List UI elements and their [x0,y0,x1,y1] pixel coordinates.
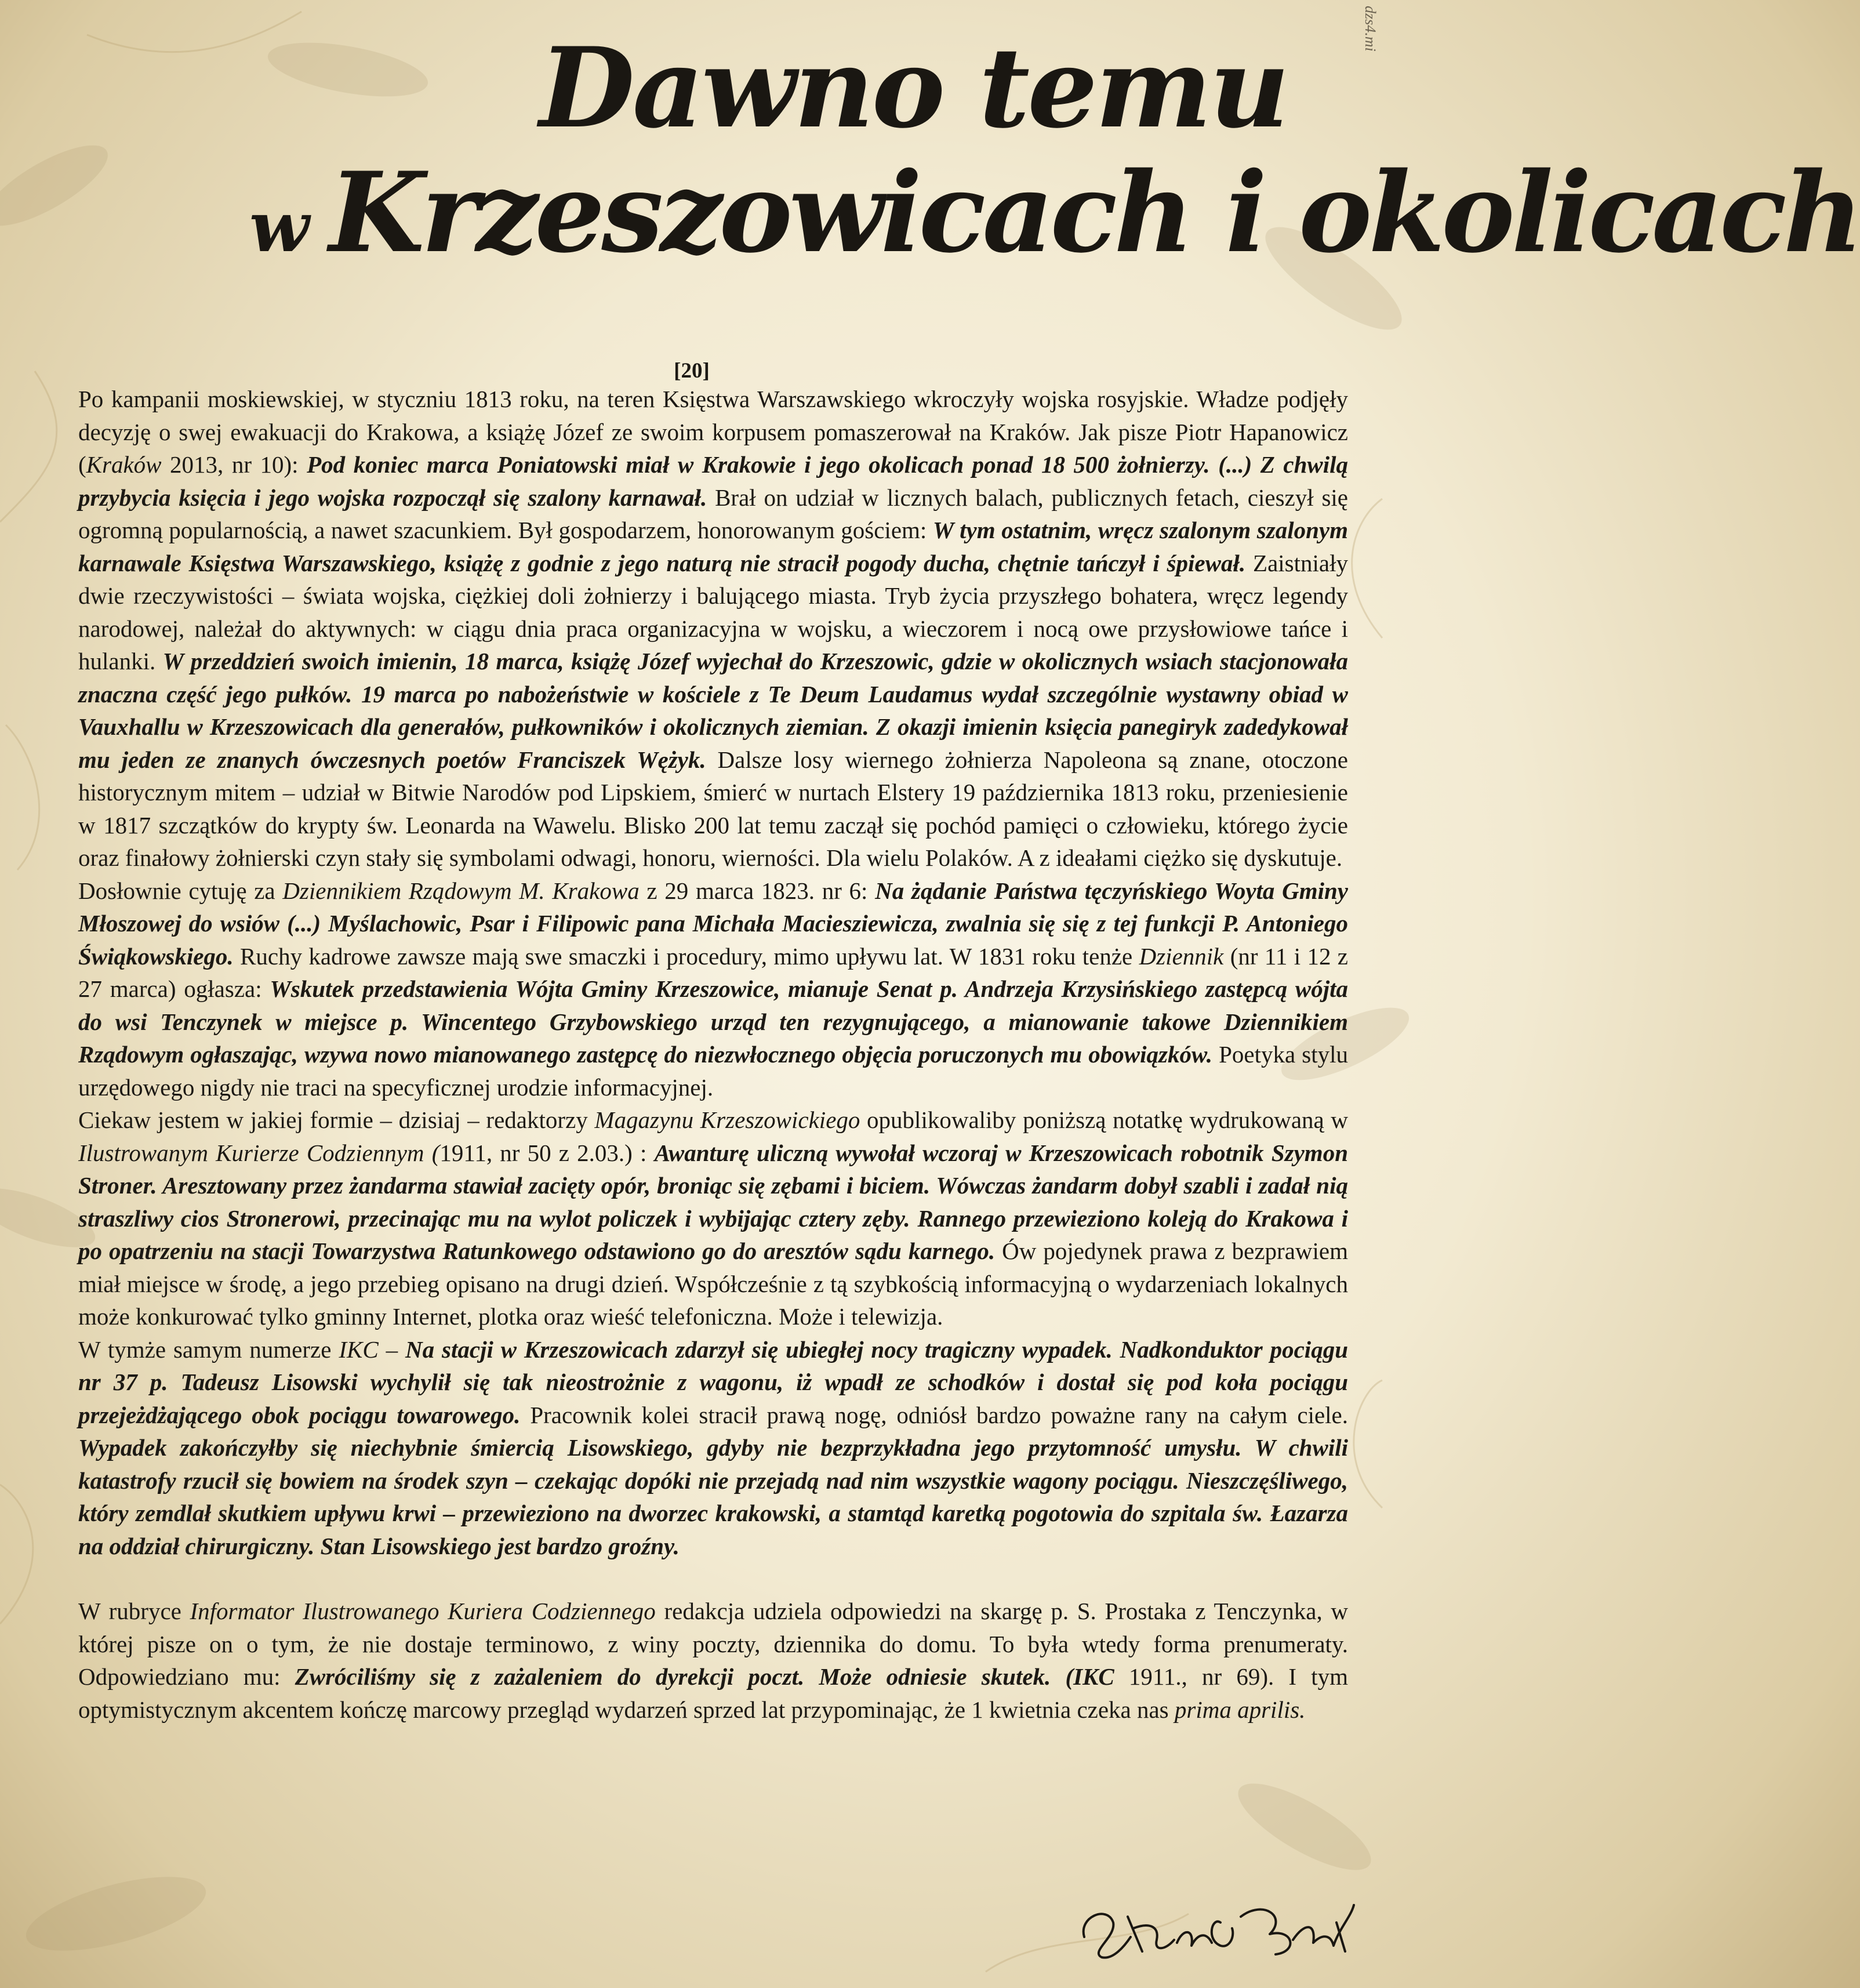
paragraph-5 [78,1595,1348,1726]
text-run: Ilustrowanym Kurierze Codziennym ( [78,1139,440,1166]
text-run: Kraków [86,451,162,478]
text-run: Brał on udział w licznych balach, publicznych fetach, cieszył się ogromną popularnością, a nawet szacunkiem. Był gospodarzem, honorowanym gościem: [78,484,1348,543]
text-run: 2013, nr 10): [161,451,307,478]
paragraph-4 [78,1333,1348,1563]
text-run: Wypadek zakończyłby się niechybnie śmiercią Lisowskiego, gdyby nie bezprzykładna jego przytomność umysłu. W chwili katastrofy rzucił się bowiem na środek szyn – czekając dopóki nie przejadą nad nim wszystkie wagony pociągu. Nieszczęśliwego, który zemdlał skutkiem upływu krwi – przewieziono na dworzec krakowski, a stamtąd karetką pogotowia do szpitala św. Łazarza na oddział chirurgiczny. Stan Lisowskiego jest bardzo groźny. [78,1434,1348,1559]
text-run: IKC [339,1336,379,1363]
text-run: (nr 11 i 12 z 27 marca) ogłasza: [78,942,1348,1002]
text-run: z 29 marca 1823. nr 6: [639,877,875,904]
title-line-1: Dawno temu [539,23,1288,153]
text-run: Dalsze losy wiernego żołnierza Napoleona są znane, otoczone historycznym mitem – udział w Bitwie Narodów pod Lipskiem, śmierć w nurtach Elstery 19 października 1813 roku, przeniesienie w 1817 szczątków do krypty św. Leonarda na Wawelu. Blisko 200 lat temu zaczął się pochód pamięci o człowieku, którego życie oraz finałowy żołnierski czyn stały się symbolami odwagi, honoru, wierności. Dla wielu Polaków. A z ideałami ciężko się dyskutuje. [78,746,1349,871]
paragraph-1 [78,383,1348,875]
text-run: Zaistniały dwie rzeczywistości – świata wojska, ciężkiej doli żołnierzy i balującego miasta. Tryb życia przyszłego bohatera, wręcz legendy narodowej, należał do aktywnych: w ciągu dnia praca organizacyjna w wojsku, a wieczorem i nocą owe przysłowiowe tańce i hulanki. [78,549,1348,674]
text-run: Awanturę uliczną wywołał wczoraj w Krzeszowicach robotnik Szymon Stroner. Aresztowany przez żandarma stawiał zacięty opór, broniąc się zębami i biciem. Wówczas żandarm dobył szabli i zadał nią straszliwy cios Stronerowi, przecinając mu na wylot policzek i wybijając cztery zęby. Rannego przewieziono koleją do Krakowa i po opatrzeniu na stacji Towarzystwa Ratunkowego odstawiono go do aresztów sądu karnego. [78,1139,1348,1264]
text-run: Zwróciliśmy się z zażaleniem do dyrekcji poczt. Może odniesie skutek. (IKC [295,1663,1114,1690]
article-body [78,383,1348,1726]
text-run: Dziennikiem Rządowym M. Krakowa [282,877,640,904]
text-run: Pracownik kolei stracił prawą nogę, odniósł bardzo poważne rany na całym ciele. [520,1401,1348,1428]
author-signature [1073,1882,1363,1969]
text-run: W tymże samym numerze [78,1336,339,1363]
text-run: Dziennik [1139,942,1224,970]
text-run: Informator Ilustrowanego Kuriera Codziennego [190,1598,656,1624]
side-tag: dzs4.mi [1362,6,1379,52]
paragraph-3 [78,1104,1348,1333]
text-run: 1911, nr 50 z 2.03.) : [439,1139,655,1166]
text-run: – [378,1336,406,1363]
title-main: Krzeszowicach i okolicach [329,148,1860,277]
text-run: W tym ostatnim, wręcz szalonym szalonym karnawale Księstwa Warszawskiego, książę z godnie z jego naturą nie stracił pogody ducha, chętnie tańczył i śpiewał. [78,517,1348,576]
text-run: Poetyka stylu urzędowego nigdy nie traci na specyficznej urodzie informacyjnej. [78,1041,1348,1101]
text-run: W rubryce [78,1598,190,1624]
issue-number: [20] [674,359,710,383]
title-prefix: w [249,186,306,268]
text-run: opublikowaliby poniższą notatkę wydrukowaną w [860,1107,1348,1133]
masthead-title [0,0,1860,325]
text-run: Ruchy kadrowe zawsze mają swe smaczki i procedury, mimo upływu lat. W 1831 roku tenże [233,942,1139,970]
text-run: Ów pojedynek prawa z bezprawiem miał miejsce w środę, a jego przebieg opisano na drugi dzień. Współcześnie z tą szybkością informacyjną o wydarzeniach lokalnych może konkurować tylko gminny Internet, plotka oraz wieść telefoniczna. Może i telewizja. [78,1238,1348,1330]
text-run: Na żądanie Państwa tęczyńskiego Woyta Gminy Młoszowej do wsiów (...) Myślachowic, Psar i Filipowic pana Michała Maciesziewicza, zwalnia się się z tej funkcji P. Antoniego Świąkowskiego. [78,877,1349,970]
text-run: prima aprilis. [1174,1696,1306,1723]
text-run: W przeddzień swoich imienin, 18 marca, książę Józef wyjechał do Krzeszowic, gdzie w okolicznych wsiach stacjonowała znaczna część jego pułków. 19 marca po nabożeństwie w kościele z Te Deum Laudamus wydał szczególnie wystawny obiad w Vauxhallu w Krzeszowicach dla generałów, pułkowników i okolicznych ziemian. Z okazji imienin księcia panegiryk zadedykował mu jeden ze znanych ówczesnych poetów Franciszek Wężyk. [78,648,1349,773]
paragraph-2 [78,875,1348,1104]
text-run: Magazynu Krzeszowickiego [594,1107,860,1133]
text-run: Ciekaw jestem w jakiej formie – dzisiaj – redaktorzy [78,1107,595,1133]
text-run: redakcja udziela odpowiedzi na skargę p. S. Prostaka z Tenczynka, w której pisze on o tym, że nie dostaje terminowo, z winy poczty, dziennika do domu. To była wtedy forma prenumeraty. Odpowiedziano mu: [78,1598,1348,1690]
text-run: 1911., nr 69). I tym optymistycznym akcentem kończę marcowy przegląd wydarzeń sprzed lat przypominając, że 1 kwietnia czeka nas [78,1663,1348,1723]
text-run: Dosłownie cytuję za [78,877,283,904]
title-line-2 [249,148,1860,277]
text-run: Po kampanii moskiewskiej, w styczniu 1813 roku, na teren Księstwa Warszawskiego wkroczyły wojska rosyjskie. Władze podjęły decyzję o swej ewakuacji do Krakowa, a książę Józef ze swoim korpusem pomaszerował na Kraków. Jak pisze Piotr Hapanowicz ( [78,386,1348,478]
text-run: Na stacji w Krzeszowicach zdarzył się ubiegłej nocy tragiczny wypadek. Nadkonduktor pociągu nr 37 p. Tadeusz Lisowski wychylił się tak nieostrożnie z wagonu, iż wpadł ze schodków i dostał się pod koła pociągu przejeżdżającego obok pociągu towarowego. [78,1336,1348,1428]
text-run: Wskutek przedstawienia Wójta Gminy Krzeszowice, mianuje Senat p. Andrzeja Krzysińskiego zastępcą wójta do wsi Tenczynek w miejsce p. Wincentego Grzybowskiego urząd ten rezygnującego, a mianowanie takowe Dziennikiem Rządowym ogłaszając, wzywa nowo mianowanego zastępcę do niezwłocznego objęcia poruczonych mu obowiązków. [78,975,1349,1068]
text-run: Pod koniec marca Poniatowski miał w Krakowie i jego okolicach ponad 18 500 żołnierzy. (...) Z chwilą przybycia księcia i jego wojska rozpoczął się szalony karnawał. [78,451,1348,511]
